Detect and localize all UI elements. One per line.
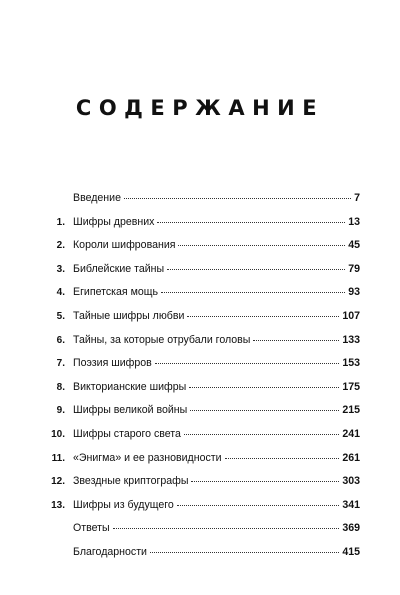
toc-entry[interactable] [42,517,360,541]
chapter-number: 13. [51,499,65,511]
dot-leader [184,432,339,435]
page-number: 369 [342,522,360,535]
dot-leader [191,479,339,482]
dot-leader [253,338,339,341]
chapter-number: 12. [51,476,65,488]
chapter-number: 5. [56,310,65,322]
toc-entry[interactable] [42,281,360,305]
page-number: 133 [342,333,360,346]
chapter-number: 3. [56,263,65,275]
toc-entry[interactable] [42,305,360,329]
chapter-title: Благодарности [73,545,147,558]
toc-entry[interactable] [42,376,360,400]
chapter-title: Шифры великой войны [73,404,188,417]
toc-entry[interactable] [42,399,360,423]
toc-entry[interactable] [42,423,360,447]
page-number: 261 [342,451,360,464]
page-number: 215 [342,404,360,417]
table-of-contents [42,187,360,565]
chapter-number: 9. [56,405,65,417]
chapter-number: 2. [56,240,65,252]
dot-leader [187,314,339,317]
dot-leader [177,503,340,506]
chapter-title: «Энигма» и ее разновидности [73,451,222,464]
chapter-title: Поэзия шифров [73,357,152,370]
dot-leader [190,408,339,411]
toc-entry[interactable] [42,258,360,282]
chapter-number: 1. [56,216,65,228]
page-number: 175 [342,380,360,393]
page-number: 341 [342,498,360,511]
page-number: 79 [348,262,360,275]
chapter-title: Ответы [73,522,110,535]
page-title: СОДЕРЖАНИЕ [75,96,325,120]
chapter-title: Шифры из будущего [73,498,174,511]
page-number: 45 [348,239,360,252]
dot-leader [124,196,351,199]
chapter-title: Тайные шифры любви [73,309,185,322]
toc-entry[interactable] [42,329,360,353]
chapter-title: Короли шифрования [73,239,176,252]
page-number: 303 [342,475,360,488]
toc-entry[interactable] [42,187,360,211]
page-number: 415 [342,545,360,558]
chapter-title: Шифры старого света [73,427,181,440]
chapter-number: 6. [56,334,65,346]
dot-leader [178,243,345,246]
chapter-title: Библейские тайны [73,262,165,275]
chapter-title: Шифры древних [73,215,155,228]
toc-entry[interactable] [42,211,360,235]
toc-entry[interactable] [42,541,360,565]
chapter-title: Звездные криптографы [73,475,189,488]
page-number: 7 [354,192,360,204]
dot-leader [167,267,345,270]
page-number: 107 [342,309,360,322]
dot-leader [113,526,340,529]
chapter-title: Тайны, за которые отрубали головы [73,333,251,346]
chapter-title: Египетская мощь [73,286,159,299]
dot-leader [155,361,340,364]
page-number: 93 [348,286,360,299]
toc-entry[interactable] [42,494,360,518]
chapter-number: 10. [51,428,65,440]
chapter-title: Введение [73,192,121,204]
chapter-title: Викторианские шифры [73,380,187,393]
chapter-number: 4. [56,287,65,299]
page-number: 153 [342,357,360,370]
chapter-number: 7. [56,358,65,370]
toc-entry[interactable] [42,447,360,471]
dot-leader [157,220,345,223]
toc-entry[interactable] [42,234,360,258]
dot-leader [225,456,340,459]
chapter-number: 8. [56,381,65,393]
dot-leader [161,290,345,293]
page-number: 13 [348,215,360,228]
toc-entry[interactable] [42,470,360,494]
page-number: 241 [342,427,360,440]
toc-entry[interactable] [42,352,360,376]
chapter-number: 11. [51,452,65,464]
dot-leader [189,385,339,388]
dot-leader [150,550,339,553]
